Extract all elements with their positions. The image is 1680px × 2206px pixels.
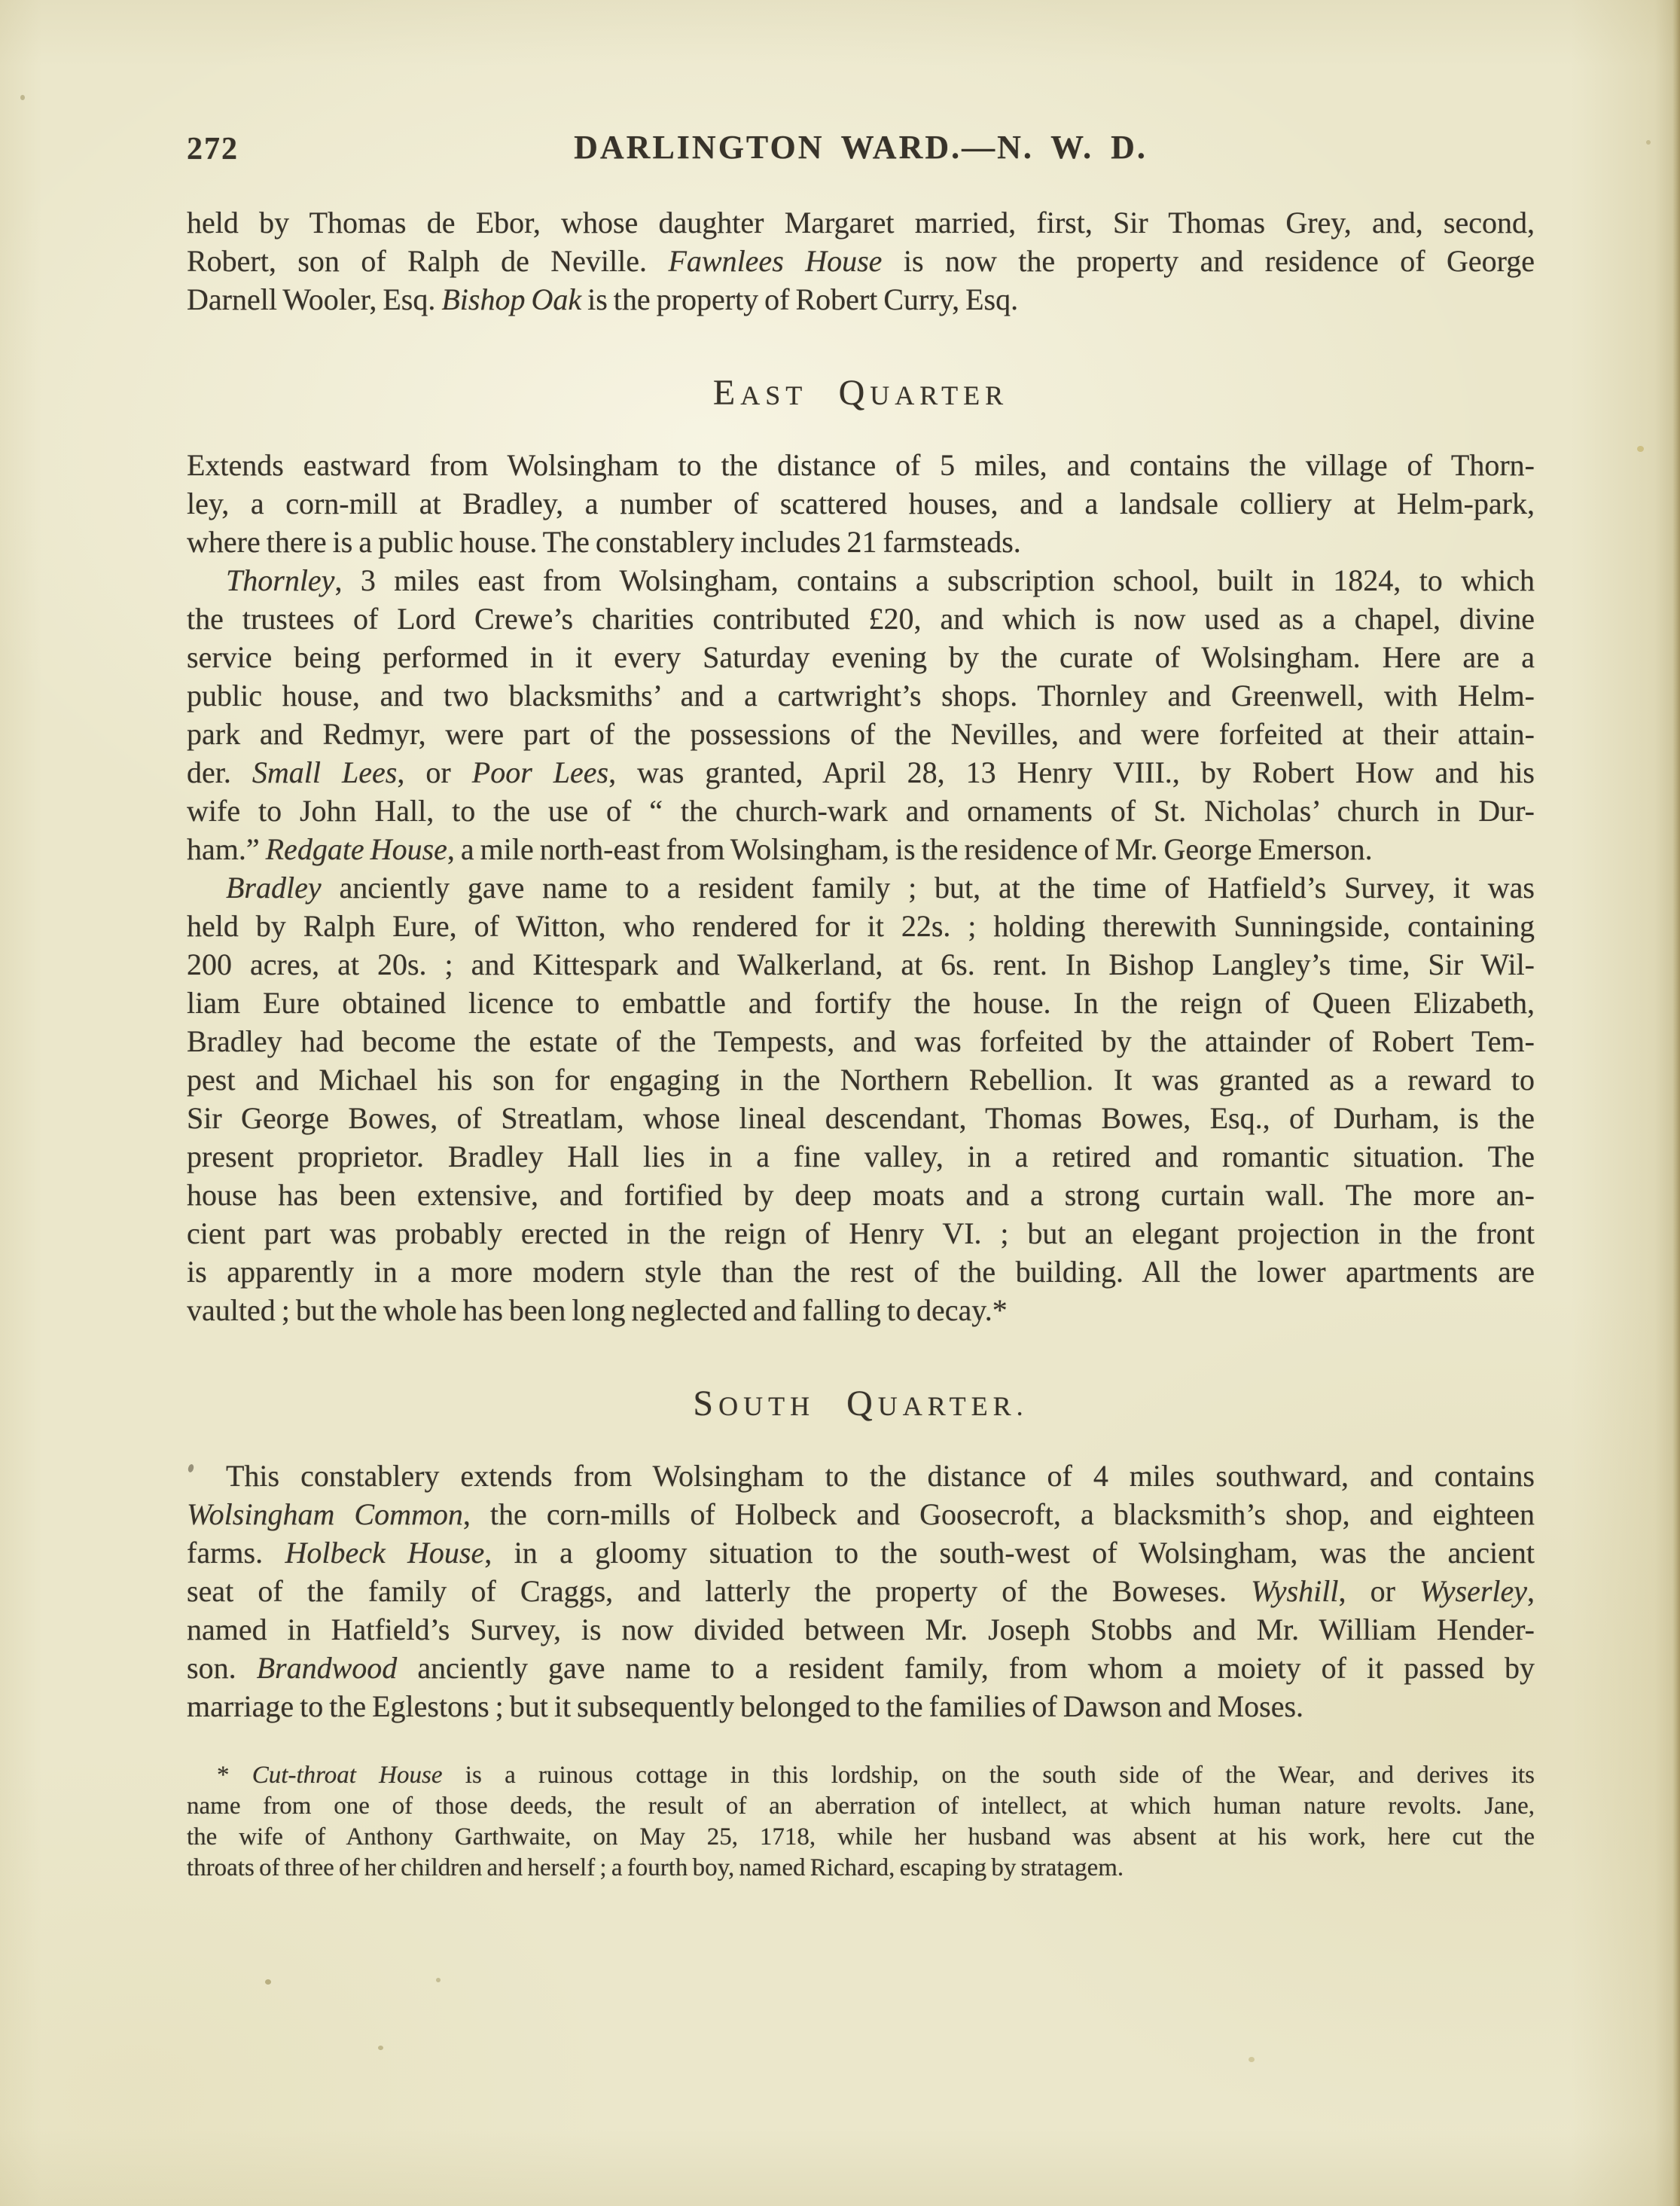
paper-speck: [436, 1978, 441, 1982]
text-run: , in a gloomy situation to the south-west of Wolsingham, was the ancient: [484, 1536, 1535, 1570]
text-line: [187, 523, 1535, 561]
text-line: [187, 1822, 1535, 1853]
text-run: public house, and two blacksmiths’ and a cartwright’s shops. Thornley and Greenwell, with Helm-: [187, 679, 1535, 712]
text-run: name from one of those deeds, the result of an aberration of intellect, at which human nature revolts. Jane,: [187, 1793, 1535, 1820]
text-line: [187, 1760, 1535, 1791]
text-line: [187, 638, 1535, 676]
italic-text-run: Holbeck House: [285, 1536, 485, 1570]
page-header: [187, 128, 1535, 170]
text-line: [187, 1291, 1535, 1329]
text-run: house has been extensive, and fortified by deep moats and a strong curtain wall. The more an-: [187, 1178, 1535, 1212]
text-run: is now the property and residence of George: [882, 244, 1535, 278]
text-run: is a ruinous cottage in this lordship, on the south side of the Wear, and derives its: [442, 1762, 1535, 1789]
text-line: [187, 1060, 1535, 1099]
text-run: ,: [1527, 1574, 1535, 1608]
text-line: [187, 1022, 1535, 1060]
text-run: Darnell Wooler, Esq.: [187, 282, 442, 316]
text-run: farms.: [187, 1536, 285, 1570]
paragraph: [187, 868, 1535, 1329]
italic-text-run: Fawnlees House: [668, 244, 883, 278]
text-run: cient part was probably erected in the reign of Henry VI. ; but an elegant projection in the front: [187, 1216, 1535, 1250]
text-run: ley, a corn-mill at Bradley, a number of scattered houses, and a landsale colliery at Helm-park,: [187, 487, 1535, 520]
text-line: [187, 600, 1535, 638]
text-run: , 3 miles east from Wolsingham, contains a subscription school, built in 1824, to which: [334, 563, 1535, 597]
running-header: DARLINGTON WARD.—N. W. D.: [574, 129, 1148, 166]
text-run: anciently gave name to a resident family ; but, at the time of Hatfield’s Survey, it was: [321, 871, 1535, 905]
italic-text-run: Brandwood: [256, 1651, 398, 1685]
text-line: [187, 868, 1535, 907]
text-run: , a mile north-east from Wolsingham, is the residence of Mr. George Emerson.: [447, 832, 1373, 866]
text-run: service being performed in it every Saturday evening by the curate of Wolsingham. Here are a: [187, 640, 1535, 674]
text-run: anciently gave name to a resident family, from whom a moiety of it passed by: [397, 1651, 1535, 1685]
text-column: [187, 128, 1535, 1884]
text-line: [187, 1687, 1535, 1725]
paper-speck: [1637, 446, 1644, 452]
text-line: [187, 792, 1535, 830]
italic-text-run: Wyserley: [1419, 1574, 1528, 1608]
text-line: [187, 1495, 1535, 1533]
text-run: held by Thomas de Ebor, whose daughter Margaret married, first, Sir Thomas Grey, and, second,: [187, 206, 1535, 240]
heading-initial: Q: [846, 1384, 878, 1423]
text-line: [187, 945, 1535, 984]
text-run: marriage to the Eglestons ; but it subsequently belonged to the families of Dawson and Moses.: [187, 1689, 1304, 1723]
sections: [187, 203, 1535, 1725]
paragraph: [187, 1457, 1535, 1725]
text-line: [187, 1137, 1535, 1176]
paragraph: [187, 561, 1535, 868]
italic-text-run: Wyshill: [1251, 1574, 1339, 1608]
text-line: [187, 984, 1535, 1022]
italic-text-run: Cut-throat House: [252, 1762, 443, 1789]
text-run: 200 acres, at 20s. ; and Kittespark and Walkerland, at 6s. rent. In Bishop Langley’s time, Sir Wil-: [187, 947, 1535, 981]
text-line: [187, 280, 1535, 319]
paragraph: [187, 446, 1535, 561]
paper-speck: [1646, 140, 1651, 145]
text-line: [187, 1099, 1535, 1137]
text-line: [187, 907, 1535, 945]
text-run: Extends eastward from Wolsingham to the distance of 5 miles, and contains the village of Thorn-: [187, 448, 1535, 482]
text-line: [187, 1533, 1535, 1572]
text-run: the trustees of Lord Crewe’s charities contributed £20, and which is now used as a chapel, divine: [187, 602, 1535, 636]
text-line: [187, 1176, 1535, 1214]
text-run: This constablery extends from Wolsingham to the distance of 4 miles southward, and contains: [226, 1459, 1535, 1493]
paper-speck: [1249, 2057, 1255, 2062]
italic-text-run: Bishop Oak: [441, 282, 582, 316]
text-run: liam Eure obtained licence to embattle and fortify the house. In the reign of Queen Elizabeth,: [187, 986, 1535, 1020]
text-run: , or: [397, 755, 472, 789]
text-line: [187, 1572, 1535, 1610]
page-number: 272: [187, 132, 239, 166]
text-run: Bradley had become the estate of the Tempests, and was forfeited by the attainder of Robert Tem-: [187, 1024, 1535, 1058]
text-line: [187, 1610, 1535, 1649]
text-run: pest and Michael his son for engaging in the Northern Rebellion. It was granted as a reward to: [187, 1063, 1535, 1097]
text-run: vaulted ; but the whole has been long neglected and falling to decay.*: [187, 1293, 1008, 1327]
text-line: [187, 203, 1535, 242]
text-run: park and Redmyr, were part of the possessions of the Nevilles, and were forfeited at their attain-: [187, 717, 1535, 751]
text-line: [187, 1791, 1535, 1822]
paper-speck: [265, 1979, 271, 1985]
italic-text-run: Thornley: [226, 563, 335, 597]
text-run: is apparently in a more modern style than the rest of the building. All the lower apartments are: [187, 1255, 1535, 1289]
heading-initial: Q: [838, 373, 870, 413]
text-run: son.: [187, 1651, 257, 1685]
text-run: where there is a public house. The constablery includes 21 farmsteads.: [187, 525, 1021, 559]
text-line: [187, 242, 1535, 280]
text-run: der.: [187, 755, 252, 789]
text-line: [187, 1853, 1535, 1884]
paper-speck: [20, 95, 25, 100]
text-run: is the property of Robert Curry, Esq.: [581, 282, 1019, 316]
text-run: *: [217, 1762, 252, 1789]
text-run: throats of three of her children and herself ; a fourth boy, named Richard, escaping by stratagem.: [187, 1854, 1124, 1881]
text-run: held by Ralph Eure, of Witton, who rendered for it 22s. ; holding therewith Sunningside, containing: [187, 909, 1535, 943]
text-line: [187, 830, 1535, 868]
text-line: [187, 1253, 1535, 1291]
text-run: the wife of Anthony Garthwaite, on May 25, 1718, while her husband was absent at his work, here cut the: [187, 1823, 1535, 1851]
text-run: , or: [1338, 1574, 1420, 1608]
paper-speck: [378, 2046, 383, 2050]
text-run: present proprietor. Bradley Hall lies in a fine valley, in a retired and romantic situation. The: [187, 1140, 1535, 1173]
text-run: ham.”: [187, 832, 266, 866]
text-run: Sir George Bowes, of Streatlam, whose lineal descendant, Thomas Bowes, Esq., of Durham, is the: [187, 1101, 1535, 1135]
page-edge-shadow: [1672, 0, 1680, 2206]
text-run: Robert, son of Ralph de Neville.: [187, 244, 669, 278]
italic-text-run: Bradley: [226, 871, 322, 905]
text-line: [187, 1457, 1535, 1495]
text-line: [187, 676, 1535, 715]
footnote-area: [187, 1760, 1535, 1884]
italic-text-run: Redgate House: [265, 832, 447, 866]
footnote: [187, 1760, 1535, 1884]
text-run: named in Hatfield’s Survey, is now divided between Mr. Joseph Stobbs and Mr. William Hender-: [187, 1613, 1535, 1646]
text-line: [187, 561, 1535, 600]
text-run: wife to John Hall, to the use of “ the church-wark and ornaments of St. Nicholas’ church in Dur-: [187, 794, 1535, 828]
italic-text-run: Wolsingham Common: [187, 1497, 463, 1531]
text-line: [187, 484, 1535, 523]
text-run: seat of the family of Craggs, and latterly the property of the Boweses.: [187, 1574, 1252, 1608]
text-line: [187, 1214, 1535, 1253]
text-line: [187, 715, 1535, 753]
italic-text-run: Small Lees: [252, 755, 398, 789]
text-run: , the corn-mills of Holbeck and Goosecroft, a blacksmith’s shop, and eighteen: [462, 1497, 1535, 1531]
italic-text-run: Poor Lees: [471, 755, 609, 789]
text-line: [187, 446, 1535, 484]
text-run: , was granted, April 28, 13 Henry VIII., by Robert How and his: [608, 755, 1535, 789]
section-heading: EAST QUARTER: [712, 373, 1009, 413]
paragraph: [187, 203, 1535, 319]
heading-initial: S: [693, 1384, 719, 1423]
heading-initial: E: [712, 373, 741, 413]
text-line: [187, 753, 1535, 792]
section-heading: SOUTH QUARTER.: [693, 1384, 1029, 1423]
text-line: [187, 1649, 1535, 1687]
